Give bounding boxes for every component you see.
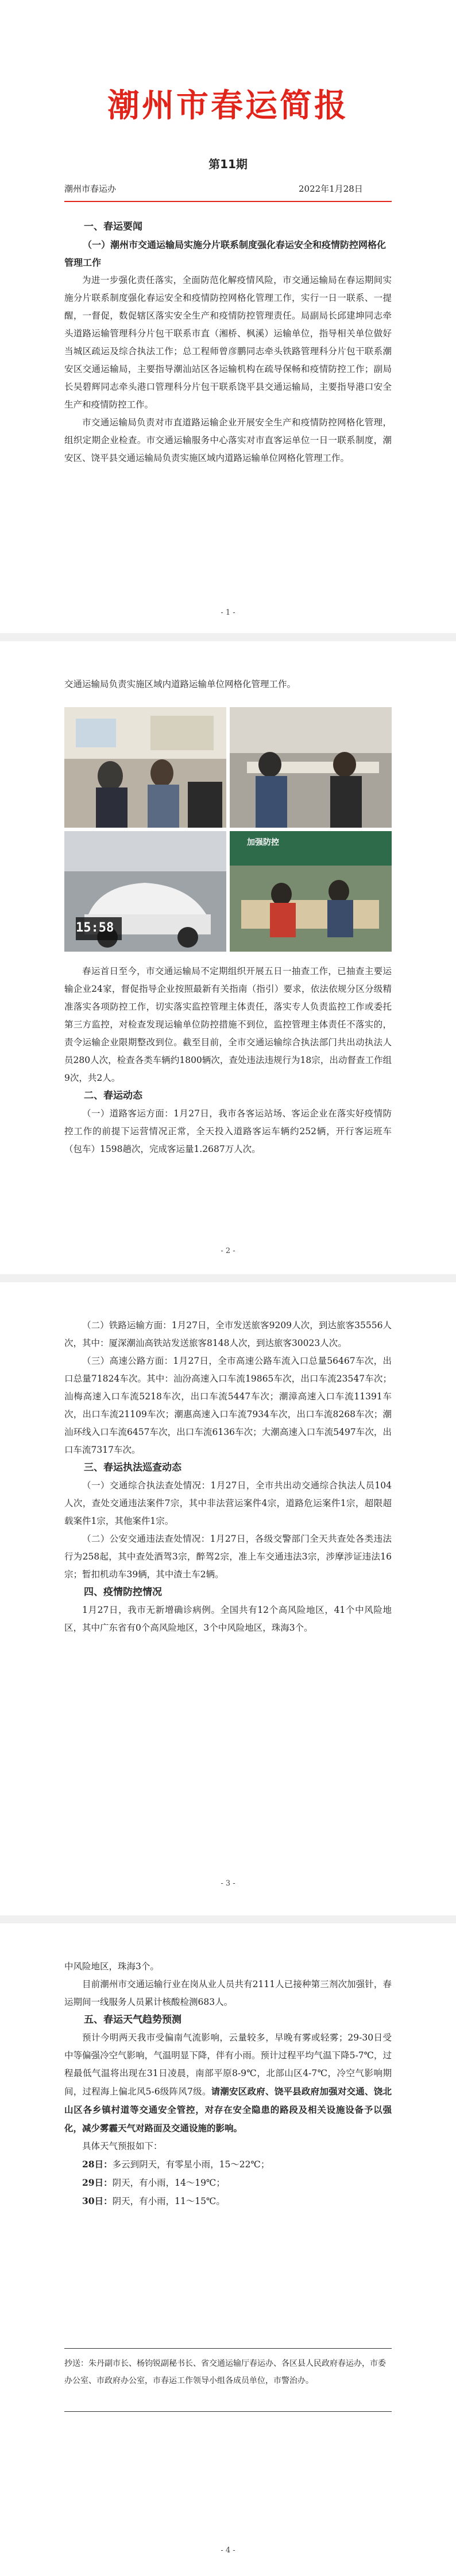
section2-heading: 二、春运动态: [84, 1090, 142, 1101]
issuer: 潮州市春运办: [64, 184, 117, 194]
weather-warning: 请潮安区政府、饶平县政府加强对交通、饶北山区各乡镇村道等交通安全管控，对存在安全隐患的路段及相关设施设备予以强化，减少雾霾天气对路面及交通设施的影响。: [64, 2086, 392, 2133]
section2-road: （一）道路客运方面：1月27日，我市各客运站场、客运企业在落实好疫情防控工作的前提下运营情况正常，全天投入道路客运车辆约252辆，开行客运班车（包车）1598趟次，完成客运量1.2687万人次。: [64, 1108, 392, 1154]
forecast-row: [64, 2155, 392, 2174]
section1-continued: [64, 676, 392, 693]
section1-item1-title: （一）潮州市交通运输局实施分片联系制度强化春运安全和疫情防控网格化管理工作: [64, 239, 387, 268]
section1-p3: 春运首日至今，市交通运输局不定期组织开展五日一抽查工作，已抽查主要运输企业24家，督促指导企业按照最新有关指南（指引）要求，依法依规分区分级精准落实各项防控工作，切实落实监控管理主体责任，落实专人负责监控工作或委托第三方监控，对检查发现运输单位防控措施不到位，监控管理主体责任不落实的，责令运输企业限期整改到位。截至目前，全市交通运输综合执法部门共出动执法人员280人次，检查各类车辆约1800辆次，查处违法违规行为18宗，出动督查工作组9次，共2人。: [64, 966, 392, 1083]
photo-banner-text: 加强防控: [247, 838, 279, 847]
photo-inspection-2: [230, 707, 392, 828]
photo-station-desk: [230, 831, 392, 952]
forecast-desc: 阴天，有小雨，14～19℃；: [112, 2178, 225, 2188]
page-gap: [0, 1915, 456, 1923]
weather-forecast-text: 预计今明两天我市受偏南气流影响，云量较多，早晚有雾或轻雾；29-30日受中等偏强冷空气影响，气温明显下降，伴有小雨。预计过程平均气温下降5-7℃，过程最低气温将出现在31日凌晨，南部平原8-9℃，北部山区4-7℃，冷空气影响期间，过程海上偏北风5-6级阵风7级。: [64, 2032, 392, 2097]
forecast-title: 具体天气预报如下：: [82, 2141, 163, 2151]
forecast-day: 29日：: [82, 2177, 113, 2188]
page-gap: [0, 1274, 456, 1282]
section2-highway: （三）高速公路方面：1月27日，全市高速公路车流入口总量56467车次，出口总量71824车次。其中：汕汾高速入口车流19865车次，出口车流23547车次；汕梅高速入口车流5218车次，出口车流5447车次；潮漳高速入口车流11391车次，出口车流21109车次；潮惠高速入口车流7934车次，出口车流8268车次；潮汕环线入口车流6457车次，出口车流6136车次；大潮高速入口车流5497车次，出口车流7317车次。: [64, 1356, 392, 1455]
section5-heading: 五、春运天气趋势预测: [84, 2014, 181, 2026]
section3-heading: 三、春运执法巡查动态: [84, 1462, 181, 1473]
section1-p1: 为进一步强化责任落实，全面防范化解疫情风险，市交通运输局在春运期间实施分片联系制度强化春运安全和疫情防控网格化管理工作，实行一日一联系、一提醒，一督促，数促辖区落实安全生产和疫情防控管理责任。局副局长邱建坤同志牵头道路运输管理科分片包干联系市直（湘桥、枫溪）运输单位，指导相关单位做好当城区疏运及综合执法工作；总工程师曾彦鹏同志牵头铁路管理科分片包干联系潮安区交通运输局，主要指导潮汕站区各运输机构在疏导保畅和疫情防控工作；副局长吴碧辉同志牵头港口管理科分片包干联系饶平县交通运输局，主要指导港口安全生产和疫情防控工作。: [64, 275, 392, 410]
section3-item1: （一）交通综合执法查处情况：1月27日，全市共出动交通综合执法人员104人次，查处交通违法案件7宗，其中非法营运案件4宗，道路危运案件1宗，超限超载案件1宗，其他案件1宗。: [64, 1480, 392, 1526]
section5-p1: [64, 2029, 392, 2137]
section2-rail: （二）铁路运输方面：1月27日，全市发送旅客9209人次，到达旅客35556人次，其中：厦深潮汕高铁站发送旅客8148人次，到达旅客30023人次。: [64, 1320, 392, 1348]
section1-p2-part: 市交通运输局负责对市直道路运输企业开展安全生产和疫情防控网格化管理，组织定期企业检查。市交通运输服务中心落实对市直客运单位一日一联系制度，潮安区、饶平县交通运输局负责实施区域内道路运输单位网格化管理工作。: [64, 417, 392, 463]
photo-inspection-1: [64, 707, 226, 828]
section1: [64, 218, 392, 467]
section4-p2: 目前潮州市交通运输行业在岗从业人员共有2111人已接种第三剂次加强针，春运期间一线服务人员累计核酸检测683人。: [64, 1979, 392, 2007]
footer-rule-top: [64, 2348, 392, 2349]
section1-p2-tail: 交通运输局负责实施区域内道路运输单位网格化管理工作。: [64, 679, 296, 689]
forecast-day: 28日：: [82, 2159, 113, 2170]
page-1: [0, 0, 456, 633]
section1-heading: 一、春运要闻: [84, 221, 142, 232]
forecast-desc: 阴天，有小雨，11～15℃。: [112, 2196, 225, 2206]
section4-continued: [64, 1958, 392, 2210]
section4-p1: 1月27日，我市无新增确诊病例。全国共有12个高风险地区，41个中风险地区，其中广东省有0个高风险地区，3个中风险地区，珠海3个。: [64, 1605, 392, 1633]
header-rule: [64, 201, 392, 202]
page-number-4: - 4 -: [221, 2546, 235, 2555]
page-number-2: - 2 -: [221, 1247, 235, 1255]
section1-p3-wrap: [64, 963, 392, 1154]
page-2: [0, 641, 456, 1274]
forecast-row: [64, 2174, 392, 2192]
forecast-desc: 多云到阴天，有零星小雨，15～22℃；: [112, 2159, 270, 2170]
page-3: [0, 1282, 456, 1915]
section2-continued: [64, 1317, 392, 1637]
section3-item2: （二）公安交通违法查处情况：1月27日，各级交警部门全天共查处各类违法行为258起，其中查处酒驾3宗，醉驾2宗，准上车交通违法3宗，涉摩涉证违法16宗；暂扣机动车39辆，其中渣土车2辆。: [64, 1534, 392, 1580]
forecast-row: [64, 2192, 392, 2210]
forecast-day: 30日：: [82, 2195, 113, 2206]
photo-timestamp: 15:58: [76, 921, 114, 935]
page-number-1: - 1 -: [221, 608, 235, 617]
page-4: [0, 1923, 456, 2576]
cc-list: 抄送：朱丹副市长、杨钧锐副秘书长、省交通运输厅春运办、各区县人民政府春运办，市委办公室、市政府办公室，市春运工作领导小组各成员单位，市警治办。: [64, 2359, 386, 2385]
footer-rule-bottom: [64, 2411, 392, 2412]
section4-tail: 中风险地区，珠海3个。: [64, 1961, 159, 1972]
section4-heading: 四、疫情防控情况: [84, 1586, 162, 1598]
issue-number: 第11期: [208, 157, 248, 171]
page-number-3: - 3 -: [221, 1879, 235, 1888]
report-title: 潮州市春运简报: [107, 87, 349, 125]
issue-date: 2022年1月28日: [299, 184, 363, 194]
page-gap: [0, 633, 456, 641]
